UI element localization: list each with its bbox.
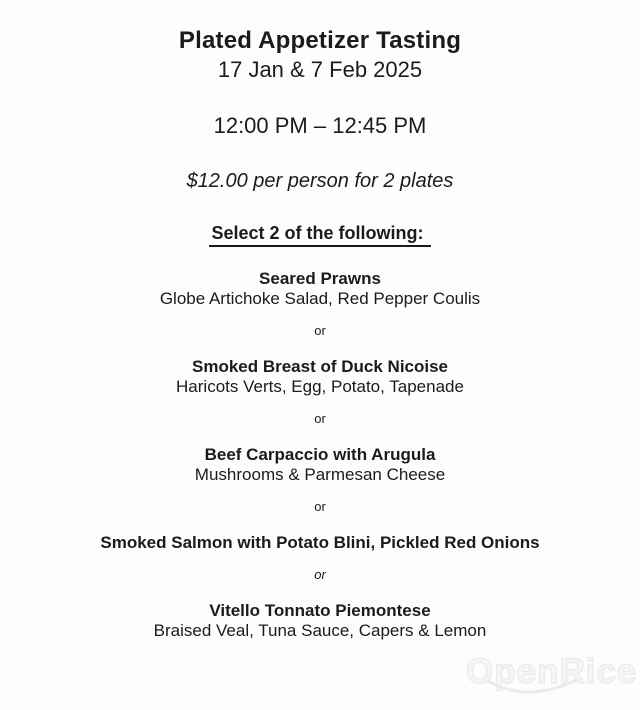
- menu-item-smoked-salmon: [0, 533, 640, 553]
- or-separator: or: [314, 323, 326, 338]
- dish-name: Vitello Tonnato Piemontese: [209, 601, 431, 620]
- menu-item-beef-carpaccio: [0, 445, 640, 485]
- page-title: Plated Appetizer Tasting: [178, 27, 462, 54]
- event-time: 12:00 PM – 12:45 PM: [213, 113, 427, 138]
- dish-description: Mushrooms & Parmesan Cheese: [194, 465, 446, 484]
- openrice-logo-text: OpenRice: [466, 652, 638, 691]
- price-line: $12.00 per person for 2 plates: [186, 170, 454, 192]
- or-separator: or: [314, 411, 326, 426]
- menu-item-seared-prawns: [0, 269, 640, 309]
- selection-instruction: Select 2 of the following:: [209, 223, 430, 247]
- menu-item-duck-nicoise: [0, 357, 640, 397]
- dish-name: Smoked Breast of Duck Nicoise: [191, 357, 449, 376]
- dish-description: Braised Veal, Tuna Sauce, Capers & Lemon: [153, 621, 487, 640]
- openrice-watermark-logo: [466, 650, 638, 702]
- dish-name: Seared Prawns: [259, 269, 381, 288]
- dish-name: Smoked Salmon with Potato Blini, Pickled Red Onions: [100, 533, 540, 552]
- dish-description: Globe Artichoke Salad, Red Pepper Coulis: [159, 289, 481, 308]
- or-separator: or: [314, 567, 326, 582]
- menu-item-vitello-tonnato: [0, 601, 640, 641]
- dish-description: Haricots Verts, Egg, Potato, Tapenade: [176, 377, 464, 396]
- or-separator: or: [314, 499, 326, 514]
- event-dates: 17 Jan & 7 Feb 2025: [217, 57, 423, 82]
- menu-list: [0, 269, 640, 641]
- instruction-row: [0, 223, 640, 247]
- dish-name: Beef Carpaccio with Arugula: [204, 445, 436, 464]
- openrice-smile-icon: [484, 678, 596, 702]
